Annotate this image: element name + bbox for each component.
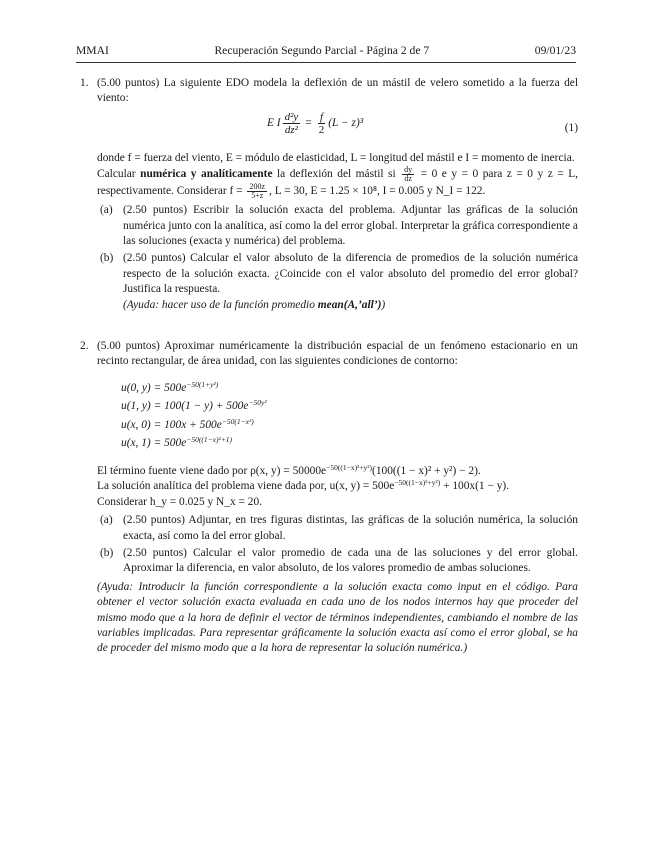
item-text: (2.50 puntos) Escribir la solución exacta del problema. Adjuntar las gráficas de la solución numérica junto con la analítica, así como la del error global. Interpretar la gráfica correspondiente a las soluciones (exacta y numérica) del problema.	[123, 204, 578, 248]
hint-pre: (Ayuda: hacer uso de la función promedio	[123, 298, 315, 311]
boundary-conditions	[121, 379, 578, 453]
header-title: Recuperación Segundo Parcial - Página 2 de 7	[214, 44, 430, 57]
bc-row: u(1, $y) = 100(1 - y) + 500e^{-50y^2}$	[121, 398, 267, 413]
problem-1-items	[97, 203, 578, 313]
analytic-solution: La solución analítica del problema viene dada por, u(x, $y) = 500e^{-50((1-x)^2+y^2)} + 100x(1 - y)$.	[97, 478, 510, 493]
params: , L = 30, E = 1.25 × 10⁸, I = 0.005 y N_I = 122.	[269, 185, 486, 198]
problem-2-intro: (5.00 puntos) Aproximar numéricamente la distribución espacial de un fenómeno estacionario en un recinto rectangular, de área unidad, con las siguientes condiciones de contorno:	[97, 340, 578, 368]
cond-den: dz	[404, 174, 412, 184]
problem-1-intro: (5.00 puntos) La siguiente EDO modela la deflexión de un mástil de velero sometido a la fuerza del viento:	[97, 77, 578, 105]
problem-2-item-a	[97, 513, 578, 544]
eq-rhs-tail: (L − z)³	[328, 116, 364, 129]
problem-2-item-b	[97, 546, 578, 577]
header-course: MMAI	[76, 44, 109, 57]
calc-mid: la deflexión del mástil si	[277, 168, 396, 181]
problem-1-item-b	[97, 251, 578, 313]
source-term: El término fuente viene dado por ρ(x, $y) = 50000e^{-50((1-x)^2+y^2)}(100((1 - x)^2 + y^2) - 2)$.	[97, 462, 481, 477]
header-rule	[76, 62, 576, 63]
eq-f-den: 2	[318, 123, 325, 136]
item-label: (a)	[100, 514, 113, 527]
item-text: (2.50 puntos) Calcular el valor promedio de cada una de las soluciones y del error global. Aproximar la diferencia, en valor absoluto, de los valores promedio de ambas soluciones.	[123, 546, 578, 575]
item-text: (2.50 puntos) Calcular el valor absoluto de la diferencia de promedios de la solución numérica respecto de la solución exacta. ¿Coincide con el valor absoluto del promedio del error global? Justifica la respuesta.	[123, 252, 578, 296]
hint-bold: mean(A,’all’)	[317, 298, 382, 311]
force-fraction	[247, 183, 267, 200]
header-date: 09/01/23	[534, 44, 576, 57]
equation-number: (1)	[564, 121, 578, 134]
problem-1	[80, 76, 578, 313]
eq-f-num: f	[319, 110, 324, 123]
problem-2	[80, 339, 578, 657]
force-den: 5+z	[251, 191, 264, 201]
problem-2-hint: (Ayuda: Introducir la función correspondiente a la solución exacta como input en el código. Para obtener el vector solución exacta evaluada en cada uno de los nodos internos hay que proceder del mismo modo que a la hora de definir el vector de términos independientes, cambiando el nombre de las variables implicadas. Para representar gráficamente la solución exacta así como el error global, se ha de proceder del mismo modo que a la hora de representar la solución numérica.)	[97, 580, 578, 655]
calc-cond: = 0 e y = 0 para z = 0 y z = L, respectivamente. Considerar f =	[97, 168, 578, 198]
calc-pre: Calcular	[97, 168, 136, 181]
problem-2-items	[97, 513, 578, 577]
exam-content	[80, 76, 578, 657]
item-label: (a)	[100, 204, 113, 217]
problem-1-where: donde f = fuerza del viento, E = módulo de elasticidad, L = longitud del mástil e I = momento de inercia.	[97, 151, 575, 164]
hint-post: )	[381, 298, 386, 311]
item-text: (2.50 puntos) Adjuntar, en tres figuras distintas, las gráficas de la solución numérica, la solución exacta, así como la del error global.	[123, 514, 578, 542]
eq-lhs-coeff: E I	[267, 116, 281, 129]
cond-num: dy	[404, 165, 413, 175]
cond-fraction	[402, 166, 414, 183]
force-num: 200z	[249, 182, 266, 192]
calc-bold: numérica y analíticamente	[140, 168, 273, 181]
eq-equals: =	[305, 116, 312, 129]
problem-1-statement	[97, 166, 578, 200]
bc-row: u(0, $y) = 500e^{-50(1+y^2)}$	[121, 379, 219, 394]
consider-params: Considerar h_y = 0.025 y N_x = 20.	[97, 495, 263, 508]
problem-2-number: 2.	[80, 340, 89, 353]
bc-row: u(x, $1) = 500e^{-50((1-x)^2+1)}$	[121, 435, 233, 450]
page-header	[76, 44, 576, 57]
item-label: (b)	[100, 546, 114, 559]
item-label: (b)	[100, 252, 114, 265]
problem-1-hint	[123, 298, 578, 313]
eq-derivative-num: d²y	[284, 110, 299, 123]
equation-1	[97, 109, 578, 149]
bc-row: u(x, $0) = 100x + 500e^{-50(1-x^2)}$	[121, 416, 254, 431]
problem-1-number: 1.	[80, 77, 89, 89]
eq-derivative-den: dz²	[284, 123, 298, 136]
eq-f-fraction	[317, 111, 327, 136]
problem-1-item-a	[97, 203, 578, 249]
eq-derivative	[283, 111, 301, 136]
